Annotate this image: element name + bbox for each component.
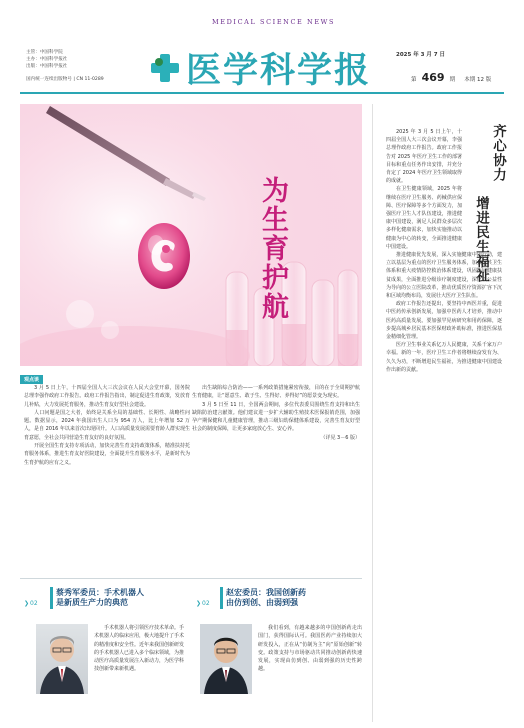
article-1-excerpt: 手术机器人将引领医疗技术革命。手术机器人的临床应用，极大地提升了手术的精准度和安全性。近年来我国创新研发的手术机器人已进入多个临床领域，为推动医疗高质量发展注入新动力，为医学科技创新带来新机遇。 [94, 625, 185, 673]
paragraph: 3 月 5 日上午，十四届全国人大三次会议在人民大会堂开幕，国务院总理李强作政府工作报告。政府工作报告指出，制定促进生育政策，发放育儿补贴，大力发展托育服务，推动生育友好型社会建设。 [24, 385, 190, 408]
article-2-accent-bar [220, 587, 223, 609]
paragraph: 3 月 5 日至 11 日，全国两会期间，多位代表委员围绕生育支持和出生缺陷防治建言献策。他们建议进一步扩大辅助生殖技术医保报销范围，加强孕产期保健和儿童健康管理，推动三级妇幼保健体系建设，完善生育友好型社会的制度保障，让更多家庭放心生、安心养。 [192, 401, 360, 433]
paragraph: 人口问题是国之大者，始终是关系全局的基础性、长期性、战略性问题。数据显示，2024 年我国出生人口为 954 万人，比上年增加 52 万人，是自 2016 年以来首次出现回升。人口高质量发展需要育龄人群实现生育意愿，全社会共同营造生育友好的良好氛围。 [24, 409, 190, 441]
editorial-column-b [192, 384, 360, 442]
issue-suffix: 期 [449, 77, 456, 83]
article-1-page-ref: ❯02 [24, 600, 38, 607]
embryo-droplet-icon [138, 223, 190, 289]
commentator-tag: 观点谈 [20, 375, 43, 384]
see-more-note: （详见 3－6 版） [320, 434, 360, 441]
paragraph: 在卫生健康领域，2025 年将继续在医疗卫生服务、药械供应保障、医疗保障等多个方面发力，加强医疗卫生人才队伍建设，推进健康中国建设，满足人民群众多层次多样化健康需求，加快实施推动以健康为中心的转变，全面推进健康中国建设。 [386, 186, 462, 250]
newspaper-title: 医学科学报 [186, 50, 372, 91]
article-1-portrait [36, 624, 88, 694]
article-2-excerpt: 我们看到，有越来越多的中国创新药走出国门，获得国际认可。我国医药产业持续加大研发投入，正在从“仿制为主”向“原始创新”转变。政策支持与市场驱动共同推动创新药快速发展，实现由仿到创、由弱到强的历史性跨越。 [258, 625, 362, 673]
paragraph: 开展全国生育支持专项活动，加快完善生育支持政策体系，精准扶持托育服务体系，推进生育友好医院建设，全面提升生育服务水平，是新时代为生育护航的应有之义。 [24, 443, 190, 466]
cn-number: 国内统一连续出版物号 | CN 11-0289 [26, 77, 104, 82]
paragraph: 2025 年 3 月 5 日上午，十四届全国人大三次会议开幕，李强总理作政府工作报告。政府工作报告对 2025 年医疗卫生工作的部署目标和重点任务作出安排，并充分肯定了 2024 年医疗卫生领域取得的成就。 [386, 129, 462, 185]
issue-prefix: 第 [411, 77, 417, 83]
article-2-page-ref: ❯02 [196, 600, 210, 607]
hero-headline: 为生育护航 [257, 176, 288, 321]
article-2-title[interactable]: 赵宏委员：我国创新药 由仿到创、由弱到强 [226, 588, 306, 607]
issue-info [411, 66, 491, 85]
page-count: 本期 12 版 [464, 77, 492, 83]
paragraph: 政府工作报告还提出，要坚持中西医并重，促进中医药传承创新发展，加强中医药人才培养，推动中医药高质量发展。要加强罕见病研究和用药保障，逐步提高城乡居民基本医保财政补助标准，推进医保基金精细化管理。 [386, 301, 502, 341]
info-label: 主管 [26, 50, 36, 55]
info-label: 出版 [26, 64, 36, 69]
bottom-separator [20, 578, 362, 579]
paragraph: 出生缺陷综合防治——一系列政策措施紧密衔接，目的在于全周期护航生育健康，让“愿意生、敢于生、生得好、养得好”的愿景变为现实。 [192, 385, 360, 400]
paragraph: 医疗卫生事业关系亿万人民健康，关系千家万户幸福。新的一年，医疗卫生工作者将继续奋发有为、久久为功，不断增进民生福祉，为推进健康中国建设作出新的贡献。 [386, 342, 502, 373]
article-2-portrait [200, 624, 252, 694]
masthead-publisher-info: 主管：中国科学院 主办：中国科学报社 出版：中国科学报社 [26, 50, 68, 69]
masthead-english-name: MEDICAL SCIENCE NEWS [212, 18, 336, 26]
medical-cross-logo-icon [151, 54, 179, 82]
editorial-column-a [24, 384, 190, 467]
issue-date: 2025 年 3 月 7 日 [396, 52, 446, 58]
lead-headline-part-1: 齐心协力 [490, 124, 506, 182]
hero-artwork [20, 104, 362, 366]
paragraph: 推进健康优先发展，深入实施健康中国行动，建立以基层为重点的医疗卫生服务体系，加强公共卫生体系和重大疫情防控救治体系建设，巩固拓展健康扶贫成果，全面推进分级诊疗制度建设，深化以公益性为导向的公立医院改革，推动优质医疗资源扩容下沉和区域均衡布局，发展壮大医疗卫生队伍。 [386, 252, 502, 300]
masthead [0, 0, 524, 100]
arrow-right-icon: ❯ [24, 600, 30, 607]
info-value: 中国科学报社 [39, 64, 68, 69]
hero-illustration [20, 104, 362, 366]
info-value: 中国科学报社 [39, 57, 68, 62]
masthead-divider [20, 92, 504, 94]
issue-number: 469 [421, 71, 445, 84]
lead-headline-part-2: 增进民生福祉 [473, 196, 489, 283]
article-1-accent-bar [50, 587, 53, 609]
lead-article-body [386, 128, 502, 374]
article-1-title[interactable]: 蔡秀军委员：手术机器人 是新质生产力的典范 [56, 588, 144, 607]
arrow-right-icon: ❯ [196, 600, 202, 607]
info-value: 中国科学院 [39, 50, 63, 55]
info-label: 主办 [26, 57, 36, 62]
column-divider [372, 104, 373, 722]
